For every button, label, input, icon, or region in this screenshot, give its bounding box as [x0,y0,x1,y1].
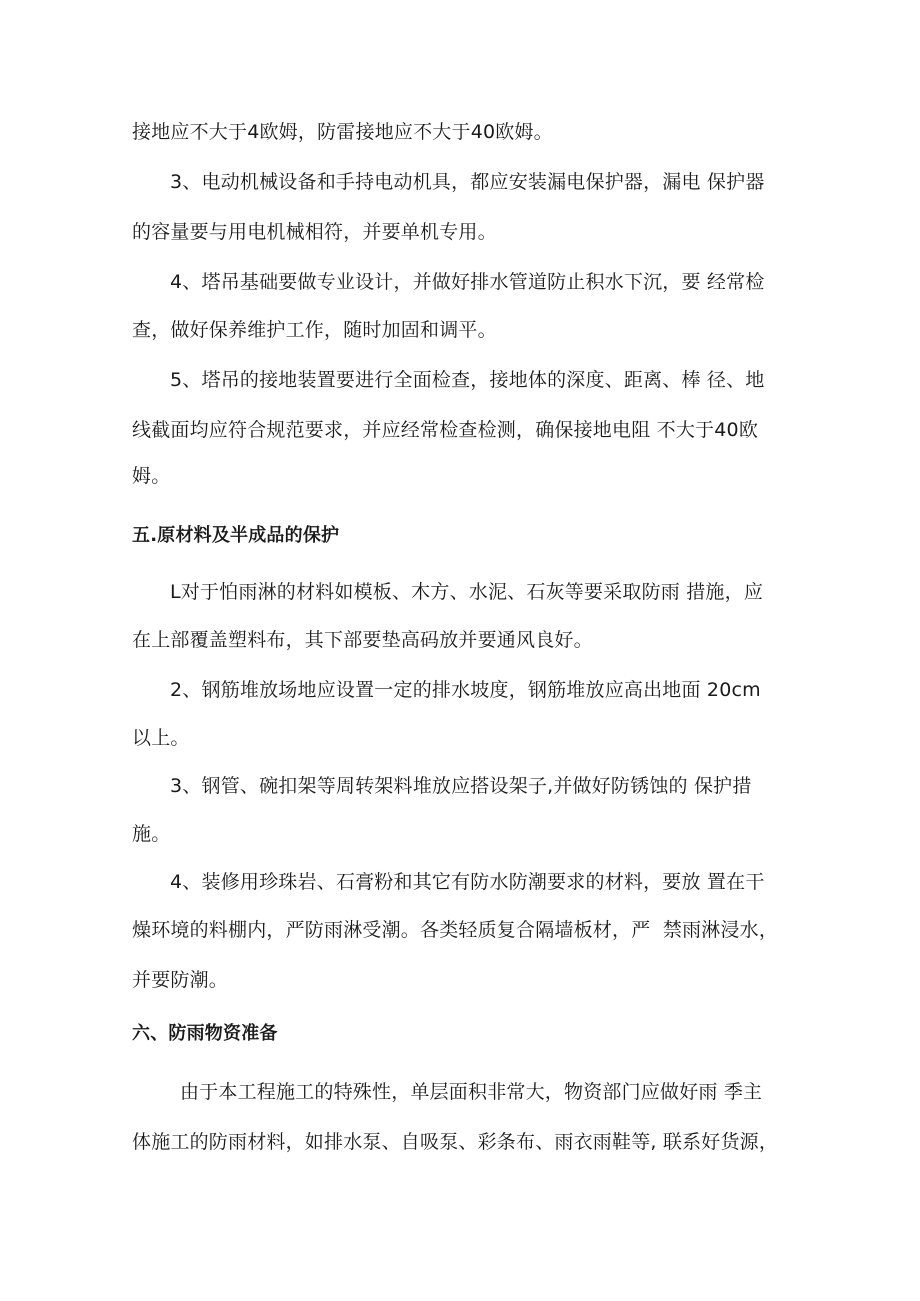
section-heading-6: 六、防雨物资准备 [132,1023,278,1044]
supplies-paragraph-line2: 体施工的防雨材料，如排水泵、自吸泵、彩条布、雨衣雨鞋等, 联系好货源， [132,1131,779,1153]
material-item-1-line1: L对于怕雨淋的材料如模板、木方、水泥、石灰等要采取防雨 措施，应 [170,581,764,603]
material-item-3-line2: 施。 [132,823,171,845]
material-item-2-line1: 2、钢筋堆放场地应设置一定的排水坡度，钢筋堆放应高出地面 20cm [170,679,761,701]
supplies-paragraph-line1: 由于本工程施工的特殊性，单层面积非常大，物资部门应做好雨 季主 [180,1081,763,1103]
material-item-1-line2: 在上部覆盖塑料布，其下部要垫高码放并要通风良好。 [132,629,593,651]
list-item-5-line1: 5、塔吊的接地装置要进行全面检查，接地体的深度、距离、棒 径、地 [170,369,765,391]
list-item-5-line2: 线截面均应符合规范要求，并应经常检查检测，确保接地电阻 不大于40欧 [132,419,759,441]
list-item-4-line1: 4、塔吊基础要做专业设计，并做好排水管道防止积水下沉，要 经常检 [170,271,765,293]
text-line: 接地应不大于4欧姆，防雷接地应不大于40欧姆。 [132,121,553,143]
material-item-3-line1: 3、钢管、碗扣架等周转架料堆放应搭设架子,并做好防锈蚀的 保护措 [170,775,752,797]
material-item-4-line1: 4、装修用珍珠岩、石膏粉和其它有防水防潮要求的材料，要放 置在干 [170,871,765,893]
list-item-4-line2: 查，做好保养维护工作，随时加固和调平。 [132,319,497,341]
list-item-3-line2: 的容量要与用电机械相符，并要单机专用。 [132,221,497,243]
material-item-4-line3: 并要防潮。 [132,969,229,991]
section-heading-5: 五.原材料及半成品的保护 [132,525,340,546]
material-item-4-line2: 燥环境的料棚内，严防雨淋受潮。各类轻质复合隔墙板材，严 禁雨淋浸水， [132,919,779,941]
list-item-3-line1: 3、电动机械设备和手持电动机具，都应安装漏电保护器，漏电 保护器 [170,171,765,193]
list-item-5-line3: 姆。 [132,465,171,487]
material-item-2-line2: 以上。 [132,727,190,749]
